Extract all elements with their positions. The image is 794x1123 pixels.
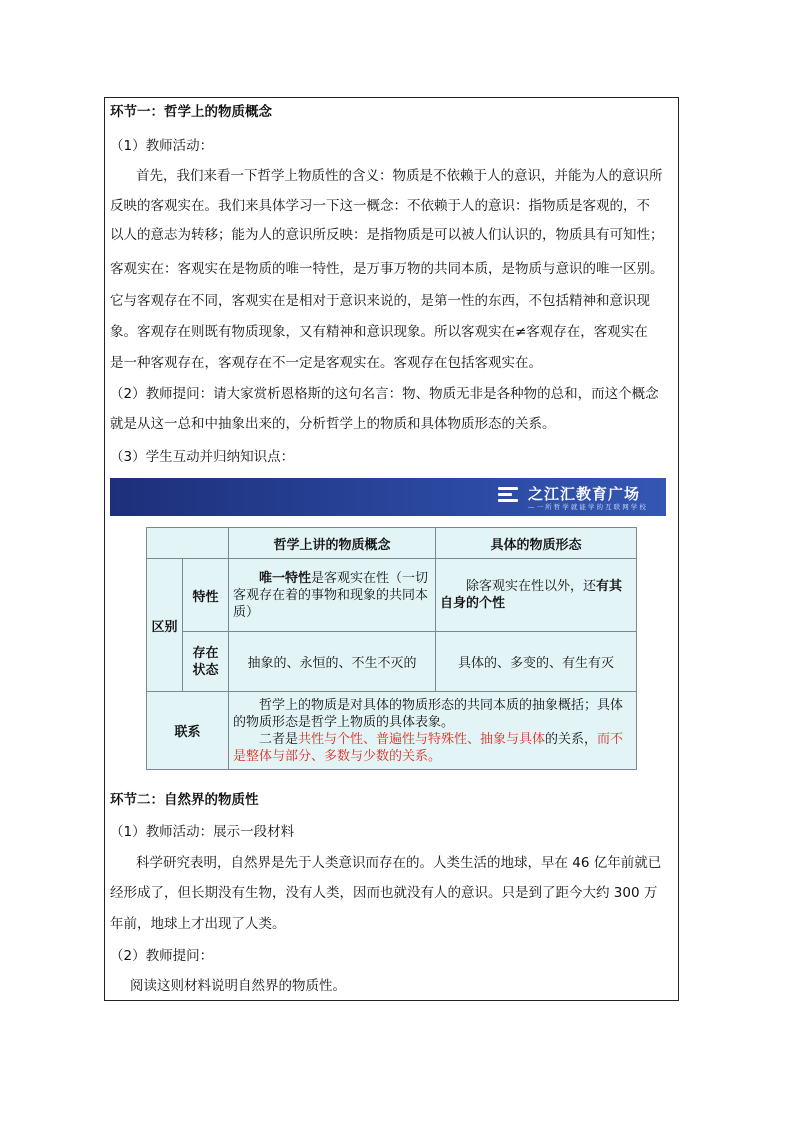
cell-text: 除客观实在性以外，还	[466, 579, 597, 594]
paragraph-line: 以人的意志为转移；能为人的意识所反映：是指物质是可以被人们认识的，物质具有可知性；	[110, 227, 664, 243]
row-label: 联系	[147, 692, 229, 770]
highlight-text: 共性与个性、普遍性与特殊性、抽象与具体	[298, 731, 546, 747]
section1-heading: 环节一：哲学上的物质概念	[110, 104, 272, 120]
cell-text: 二者是	[259, 731, 299, 747]
comparison-table	[146, 527, 637, 770]
paragraph-line: 客观实在：客观实在是物质的唯一特性，是万事万物的共同本质，是物质与意识的唯一区别。	[110, 261, 664, 277]
table-cell	[229, 692, 637, 770]
section2-item2-text: 阅读这则材料说明自然界的物质性。	[130, 978, 346, 994]
section2-item1: （1）教师活动：展示一段材料	[110, 824, 295, 840]
row-label: 特性	[183, 559, 229, 632]
emphasis-text: 唯一特性	[259, 570, 312, 586]
table-cell: 具体的、多变的、有生有灭	[436, 632, 637, 692]
banner	[110, 478, 666, 516]
paragraph-line: 首先，我们来看一下哲学上物质性的含义：物质是不依赖于人的意识，并能为人的意识所	[136, 168, 663, 184]
section1-item1-label: （1）教师活动：	[110, 138, 214, 154]
column-header: 哲学上讲的物质概念	[229, 528, 436, 559]
section1-item2-line: （2）教师提问：请大家赏析恩格斯的这句名言：物、物质无非是各种物的总和，而这个概念	[110, 386, 659, 402]
section2-item2: （2）教师提问：	[110, 948, 214, 964]
logo-subtitle: — 一 所 哲 学 就 能 学 的 互 联 网 学 校	[528, 503, 646, 511]
paragraph-line: 它与客观存在不同，客观实在是相对于意识来说的，是第一性的东西，不包括精神和意识现	[110, 293, 650, 309]
paragraph-line: 经形成了，但长期没有生物，没有人类，因而也就没有人的意识。只是到了距今大约 300 万	[110, 885, 658, 901]
paragraph-line: 反映的客观实在。我们来具体学习一下这一概念：不依赖于人的意识：指物质是客观的，不	[110, 198, 650, 214]
section1-item2-line: 就是从这一总和中抽象出来的，分析哲学上的物质和具体物质形态的关系。	[110, 416, 556, 432]
brand-logo	[498, 481, 648, 513]
table-cell	[229, 559, 436, 632]
table-corner-cell	[147, 528, 229, 559]
cell-text: 哲学上的物质是对具体的物质形态的共同本质的抽象概括；具体的物质形态是哲学上物质的具体表象。	[233, 697, 624, 730]
highlight-text: 而不是整体与部分、多数与少数的关系。	[233, 731, 624, 764]
table-row	[147, 692, 637, 770]
cell-text: 的关系，	[545, 731, 598, 747]
section2-heading: 环节二：自然界的物质性	[110, 792, 259, 808]
table-row	[147, 559, 637, 632]
cell-text: 是客观实在性（一切客观存在着的事物和现象的共同本质）	[233, 570, 429, 620]
row-group-label: 区别	[147, 559, 183, 692]
row-label: 存在状态	[183, 632, 229, 692]
paragraph-line: 象。客观存在则既有物质现象，又有精神和意识现象。所以客观实在≠客观存在，客观实在	[110, 324, 648, 340]
paragraph-line: 年前，地球上才出现了人类。	[110, 916, 286, 932]
logo-mark-icon	[498, 487, 522, 507]
table-cell	[436, 559, 637, 632]
logo-title: 之江汇教育广场	[528, 485, 641, 503]
emphasis-text: 有其自身的个性	[440, 579, 623, 611]
section1-item3-label: （3）学生互动并归纳知识点：	[110, 449, 295, 465]
table-cell: 抽象的、永恒的、不生不灭的	[229, 632, 436, 692]
column-header: 具体的物质形态	[436, 528, 637, 559]
table-header-row	[147, 528, 637, 559]
paragraph-line: 科学研究表明，自然界是先于人类意识而存在的。人类生活的地球，早在 46 亿年前就已	[136, 855, 662, 871]
table-row	[147, 632, 637, 692]
paragraph-line: 是一种客观存在，客观存在不一定是客观实在。客观存在包括客观实在。	[110, 355, 542, 371]
